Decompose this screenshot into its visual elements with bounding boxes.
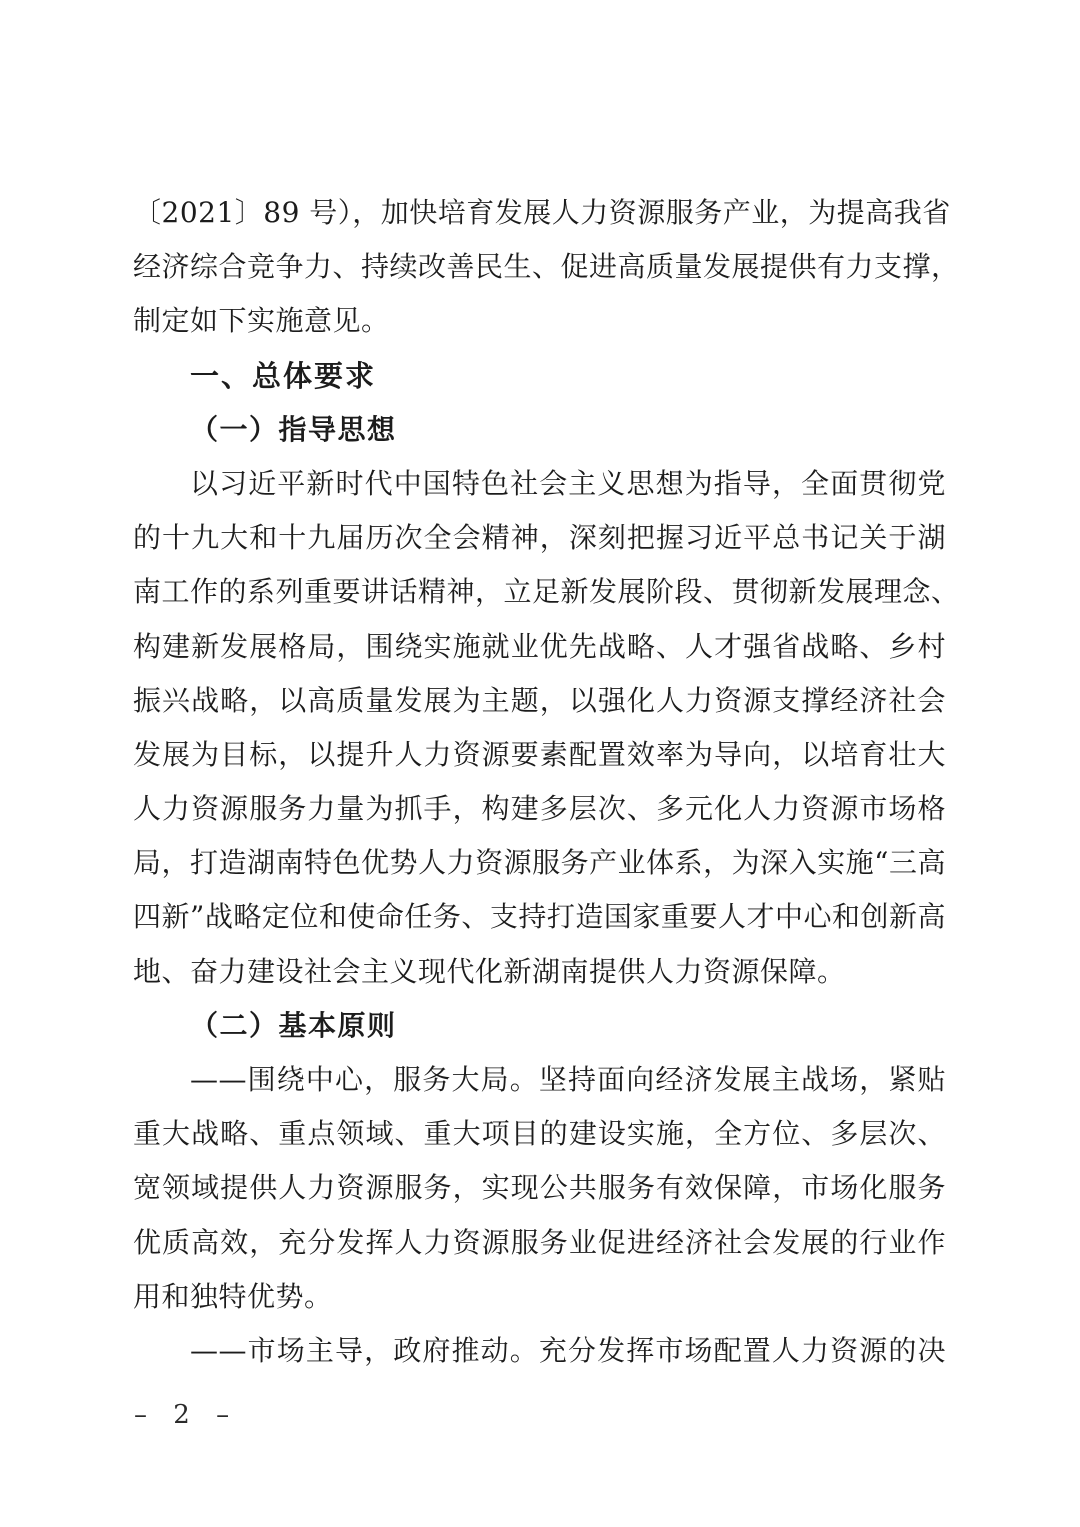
text-line: 发展为目标，以提升人力资源要素配置效率为导向，以培育壮大 [133, 737, 946, 771]
text-line: 南工作的系列重要讲话精神，立足新发展阶段、贯彻新发展理念、 [133, 575, 960, 609]
text-line: 局，打造湖南特色优势人力资源服务产业体系，为深入实施“三高 [133, 846, 946, 880]
text-line: 〔2021〕89 号），加快培育发展人力资源服务产业，为提高我省 [133, 196, 951, 229]
subsection-heading: （一）指导思想 [190, 412, 397, 446]
document-body [133, 186, 960, 1378]
text-line: 宽领域提供人力资源服务，实现公共服务有效保障，市场化服务 [133, 1171, 946, 1205]
text-line: 制定如下实施意见。 [133, 304, 390, 338]
text-line: 人力资源服务力量为抓手，构建多层次、多元化人力资源市场格 [133, 792, 946, 826]
section-heading: 一、总体要求 [190, 358, 377, 393]
text-line: 四新”战略定位和使命任务、支持打造国家重要人才中心和创新高 [133, 900, 946, 934]
text-line: 地、奋力建设社会主义现代化新湖南提供人力资源保障。 [133, 954, 846, 988]
text-line: ——市场主导，政府推动。充分发挥市场配置人力资源的决 [190, 1333, 946, 1367]
text-line: 用和独特优势。 [133, 1279, 333, 1313]
text-line: 的十九大和十九届历次全会精神，深刻把握习近平总书记关于湖 [133, 521, 946, 555]
text-line: 构建新发展格局，围绕实施就业优先战略、人才强省战略、乡村 [133, 629, 946, 663]
text-line: 振兴战略，以高质量发展为主题，以强化人力资源支撑经济社会 [133, 683, 946, 717]
text-line: 重大战略、重点领域、重大项目的建设实施，全方位、多层次、 [133, 1117, 946, 1151]
text-line: 以习近平新时代中国特色社会主义思想为指导，全面贯彻党 [190, 466, 946, 500]
text-line: 经济综合竞争力、持续改善民生、促进高质量发展提供有力支撑， [133, 250, 960, 284]
page-number: – 2 – [134, 1400, 239, 1430]
text-line: 优质高效，充分发挥人力资源服务业促进经济社会发展的行业作 [133, 1225, 946, 1259]
subsection-heading: （二）基本原则 [190, 1008, 397, 1042]
text-line: ——围绕中心，服务大局。坚持面向经济发展主战场，紧贴 [190, 1063, 946, 1096]
